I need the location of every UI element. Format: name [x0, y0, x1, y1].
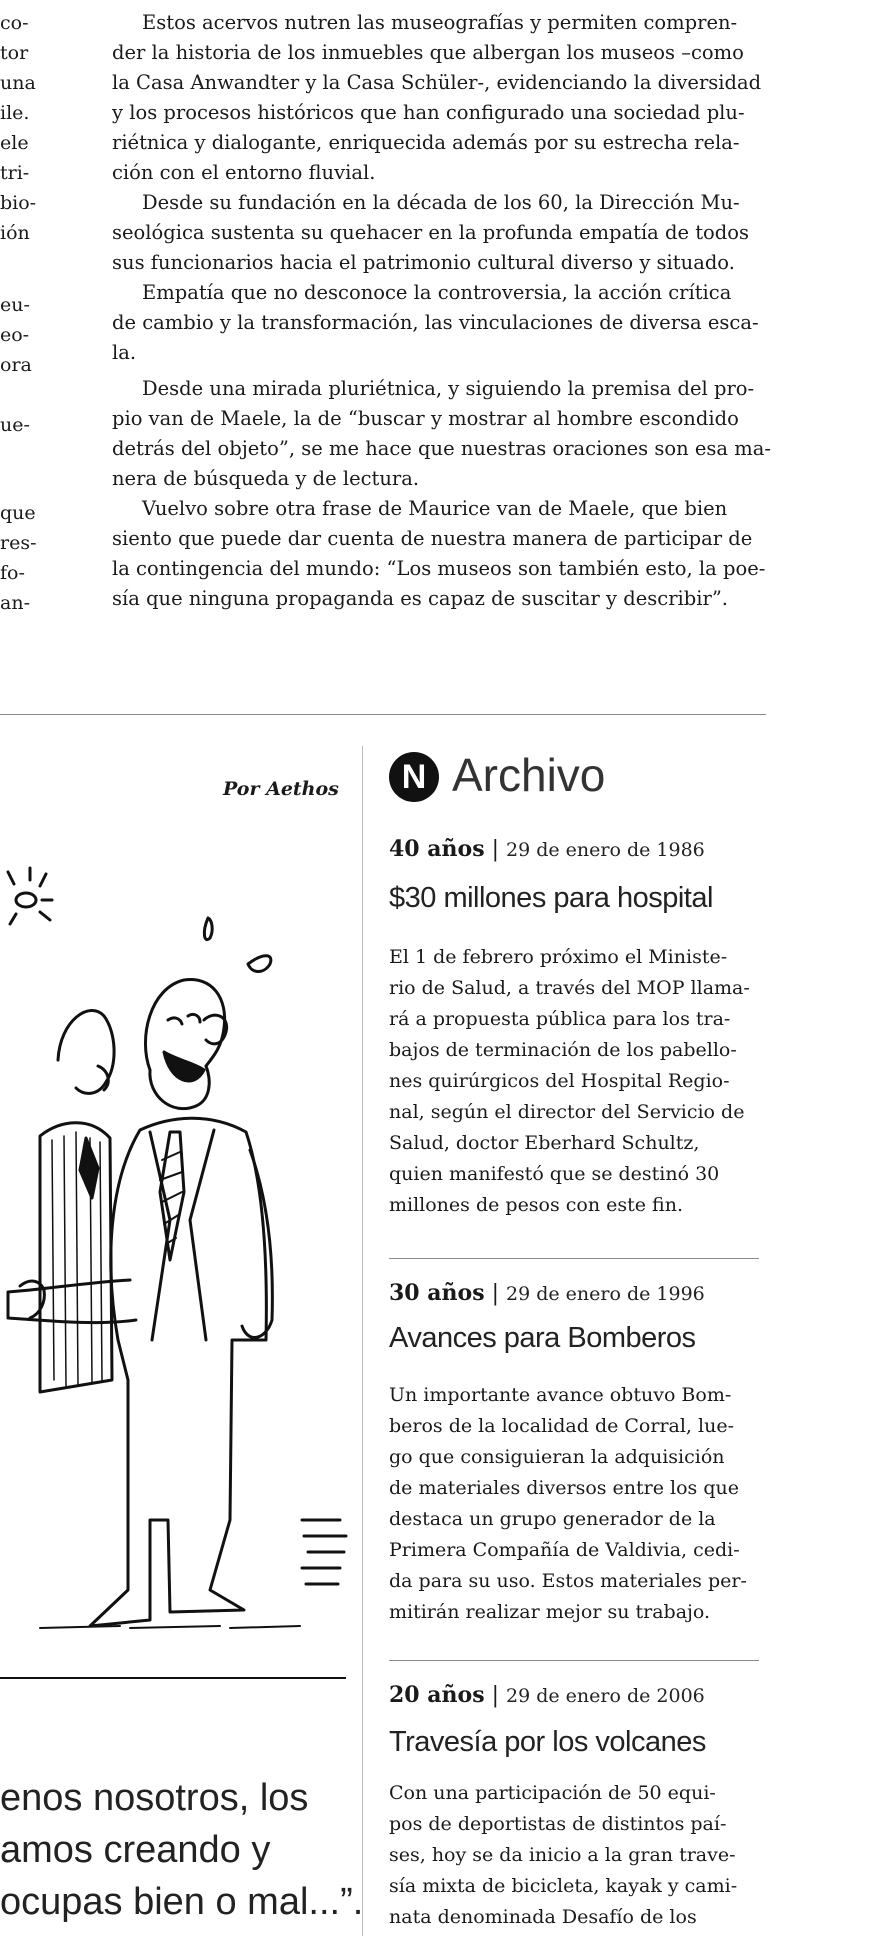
entry-line: nata denominada Desafío de los	[389, 1906, 697, 1928]
entry-line: Un importante avance obtuvo Bom-	[389, 1384, 732, 1406]
article-line: Empatía que no desconoce la controversia, la acción crítica	[142, 281, 732, 304]
entry-line: mitirán realizar mejor su trabajo.	[389, 1601, 711, 1623]
article-line: sus funcionarios hacia el patrimonio cultural diverso y situado.	[112, 251, 735, 274]
article-line: nera de búsqueda y de lectura.	[112, 467, 420, 490]
fragment: una	[0, 72, 36, 94]
article-line: ción con el entorno fluvial.	[112, 161, 376, 184]
fragment: eu-	[0, 294, 30, 316]
entry-line: ses, hoy se da inicio a la gran trave-	[389, 1844, 736, 1866]
fragment: fo-	[0, 562, 25, 584]
entry-line: bajos de terminación de los pabello-	[389, 1039, 737, 1061]
article-line: sía que ninguna propaganda es capaz de suscitar y describir”.	[112, 587, 728, 610]
entry-header	[389, 836, 705, 862]
entry-line: nes quirúrgicos del Hospital Regio-	[389, 1070, 730, 1092]
entry-line: Con una participación de 50 equi-	[389, 1782, 716, 1804]
fragment: tor	[0, 42, 29, 64]
article-line: Desde una mirada pluriétnica, y siguiendo la premisa del pro-	[142, 377, 755, 400]
entry-separator: |	[491, 1683, 500, 1708]
entry-separator: |	[491, 1281, 500, 1306]
entry-line: quien manifestó que se destinó 30	[389, 1163, 720, 1185]
article-line: Vuelvo sobre otra frase de Maurice van de Maele, que bien	[142, 497, 728, 520]
cartoon-caption-line: enos nosotros, los	[0, 1777, 309, 1819]
entry-line: rio de Salud, a través del MOP llama-	[389, 977, 750, 999]
entry-line: nal, según el director del Servicio de	[389, 1101, 745, 1123]
fragment: an-	[0, 592, 30, 614]
article-line: la Casa Anwandter y la Casa Schüler-, evidenciando la diversidad	[112, 71, 762, 94]
fragment: ora	[0, 354, 32, 376]
article-line: Estos acervos nutren las museografías y permiten compren-	[142, 11, 738, 34]
entry-separator: |	[491, 837, 500, 862]
entry-line: pos de deportistas de distintos paí-	[389, 1813, 727, 1835]
archive-logo-icon: N	[389, 752, 439, 802]
cartoon-caption-line: ocupas bien o mal...”.	[0, 1881, 364, 1923]
entry-line: El 1 de febrero próximo el Ministe-	[389, 946, 728, 968]
article-line: riétnica y dialogante, enriquecida además por su estrecha rela-	[112, 131, 740, 154]
fragment: ile.	[0, 102, 30, 124]
fragment: que	[0, 502, 36, 524]
entry-header	[389, 1280, 705, 1306]
cartoon-caption-line: amos creando y	[0, 1829, 271, 1871]
entry-years: 40 años	[389, 836, 485, 862]
entry-divider	[389, 1660, 759, 1661]
entry-line: da para su uso. Estos materiales per-	[389, 1570, 747, 1592]
article-line: der la historia de los inmuebles que albergan los museos –como	[112, 41, 744, 64]
entry-date: 29 de enero de 1996	[506, 1283, 705, 1305]
entry-years: 30 años	[389, 1280, 485, 1306]
entry-headline: Travesía por los volcanes	[389, 1726, 706, 1758]
article-line: siento que puede dar cuenta de nuestra manera de participar de	[112, 527, 753, 550]
cartoon-illustration	[0, 820, 355, 1700]
entry-date: 29 de enero de 1986	[506, 839, 705, 861]
article-line: y los procesos históricos que han configurado una sociedad plu-	[112, 101, 745, 124]
archive-title: Archivo	[452, 749, 606, 801]
entry-headline: Avances para Bomberos	[389, 1322, 696, 1354]
fragment: co-	[0, 12, 29, 34]
entry-line: millones de pesos con este fin.	[389, 1194, 684, 1216]
entry-line: destaca un grupo generador de la	[389, 1508, 716, 1530]
article-line: la contingencia del mundo: “Los museos son también esto, la poe-	[112, 557, 766, 580]
entry-line: go que consiguieran la adquisición	[389, 1446, 725, 1468]
entry-line: de materiales diversos entre los que	[389, 1477, 739, 1499]
entry-line: rá a propuesta pública para los tra-	[389, 1008, 731, 1030]
fragment: ele	[0, 132, 29, 154]
article-line: de cambio y la transformación, las vinculaciones de diversa esca-	[112, 311, 759, 334]
fragment: ue-	[0, 414, 30, 436]
fragment: bio-	[0, 192, 37, 214]
column-divider	[362, 746, 363, 1936]
cartoon-byline: Por Aethos	[223, 778, 339, 800]
article-line: Desde su fundación en la década de los 60, la Dirección Mu-	[142, 191, 740, 214]
fragment: ión	[0, 222, 30, 244]
article-line: la.	[112, 341, 137, 364]
article-line: pio van de Maele, la de “buscar y mostrar al hombre escondido	[112, 407, 739, 430]
section-divider	[0, 714, 766, 715]
entry-line: beros de la localidad de Corral, lue-	[389, 1415, 734, 1437]
entry-line: Salud, doctor Eberhard Schultz,	[389, 1132, 700, 1154]
article-line: seológica sustenta su quehacer en la profunda empatía de todos	[112, 221, 750, 244]
entry-divider	[389, 1258, 759, 1259]
fragment: tri-	[0, 162, 30, 184]
entry-years: 20 años	[389, 1682, 485, 1708]
entry-line: sía mixta de bicicleta, kayak y cami-	[389, 1875, 738, 1897]
fragment: eo-	[0, 324, 30, 346]
entry-line: Primera Compañía de Valdivia, cedi-	[389, 1539, 740, 1561]
article-line: detrás del objeto”, se me hace que nuestras oraciones son esa ma-	[112, 437, 771, 460]
fragment: res-	[0, 532, 37, 554]
entry-date: 29 de enero de 2006	[506, 1685, 705, 1707]
entry-headline: $30 millones para hospital	[389, 882, 713, 914]
entry-header	[389, 1682, 705, 1708]
